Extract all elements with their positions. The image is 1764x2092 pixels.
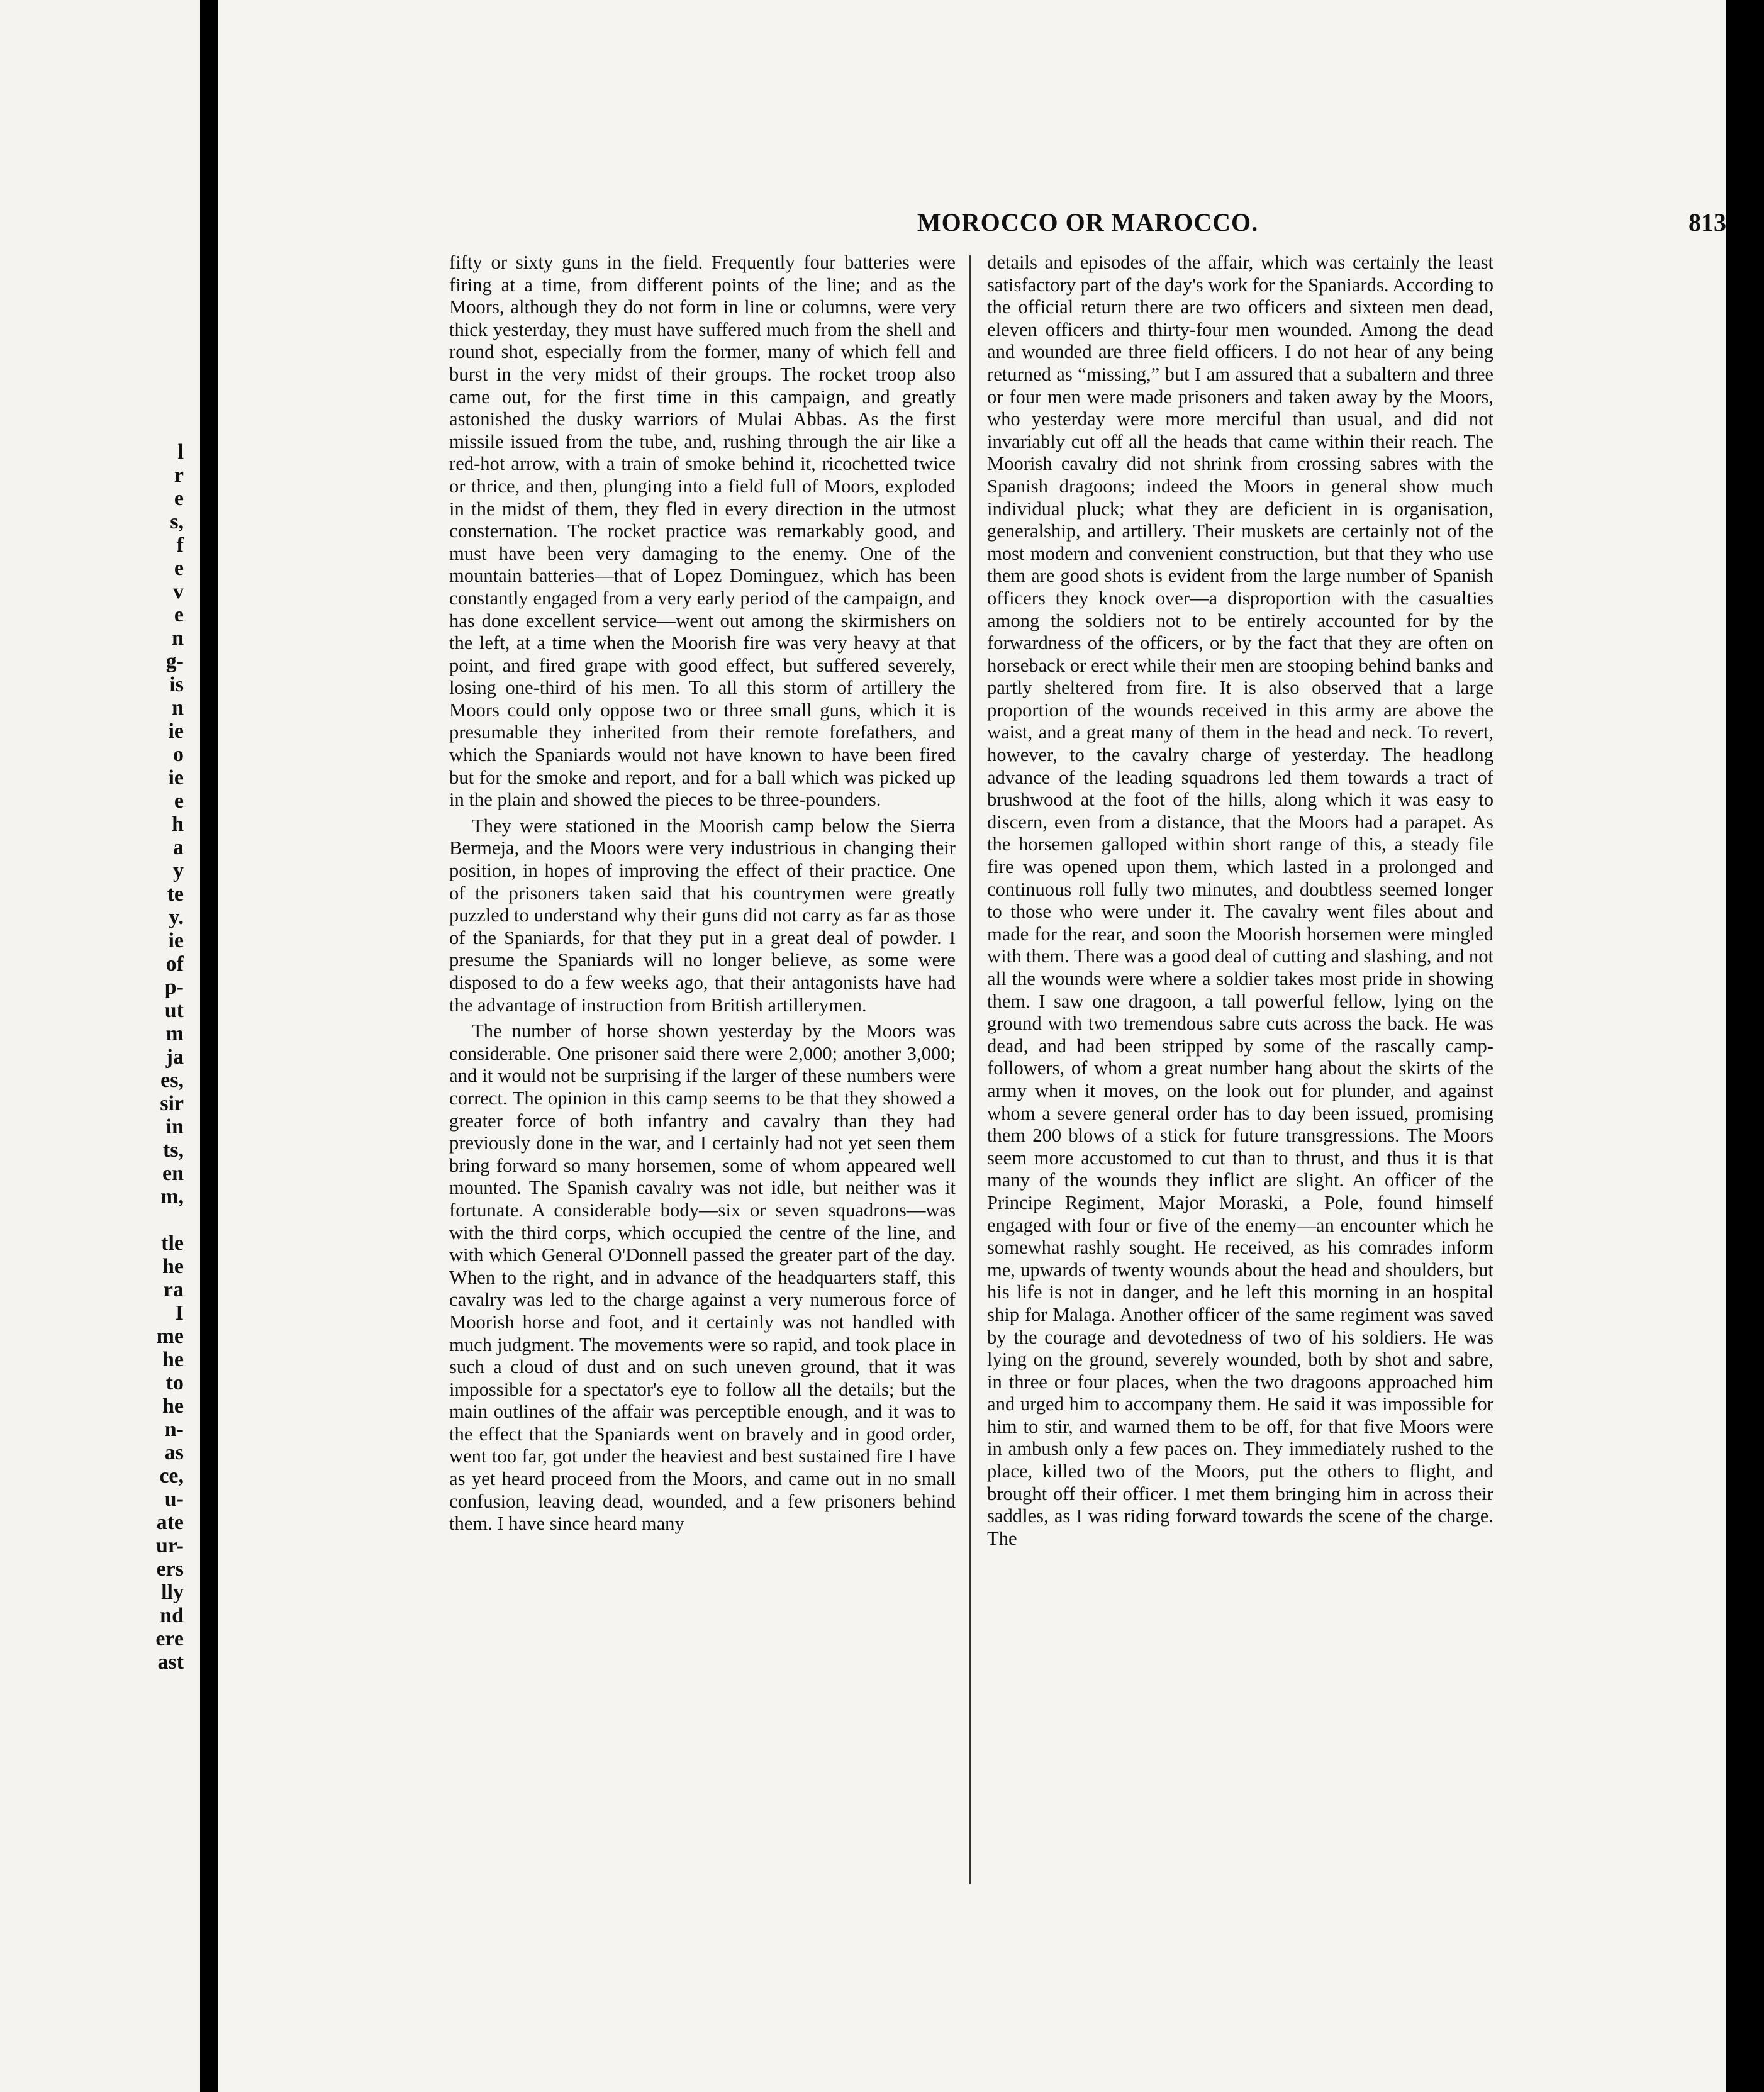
margin-fragment: te: [167, 882, 184, 906]
margin-fragment: e: [174, 487, 184, 510]
paragraph: details and episodes of the affair, which was certainly the least satisfactory part of the day's work for the Spaniards. According to the official return there are two officers and sixteen men dead, eleven officers and thirty-four men wounded. Among the dead and wounded are three field officers. I do not hear of any being returned as “missing,” but I am assured that a subaltern and three or four men were made prisoners and taken away by the Moors, who yesterday were more merciful than usual, and did not invariably cut off all the heads that came within their reach. The Moorish cavalry did not shrink from crossing sabres with the Spanish dragoons; indeed the Moors in general show much individual pluck; what they are deficient in is organisation, generalship, and artillery. Their muskets are certainly not of the most modern and convenient construction, but that they who use them are good shots is evident from the large number of Spanish officers they knock over—a disproportion with the casualties among the soldiers not to be entirely accounted for by the forwardness of the officers, or by the fact that they are often on horseback or erect while their men are stooping behind banks and partly sheltered from fire. It is also observed that a large proportion of the wounds received in this army are above the waist, and a great many of them in the head and neck. To revert, however, to the cavalry charge of yesterday. The headlong advance of the leading squadrons led them towards a tract of brushwood at the foot of the hills, along which it was easy to discern, even from a distance, that the Moors had a parapet. As the horsemen galloped within short range of this, a steady file fire was opened upon them, which lasted in a prolonged and continuous roll fully two minutes, and doubtless seemed longer to those who were under it. The cavalry went files about and made for the rear, and soon the Moorish horsemen were mingled with them. There was a good deal of cutting and slashing, and not all the wounds were where a soldier takes most pride in showing them. I saw one dragoon, a tall powerful fellow, lying on the ground with two tremendous sabre cuts across the back. He was dead, and had been stripped by some of the rascally camp-followers, of whom a great number hang about the skirts of the army when it moves, on the look out for plunder, and against whom a severe general order has to day been issued, promising them 200 blows of a stick for future transgressions. The Moors seem more accustomed to cut than to thrust, and thus it is that many of the wounds they inflict are slight. An officer of the Principe Regiment, Major Moraski, a Pole, found himself engaged with four or five of the enemy—an encounter which he somewhat rashly sought. He received, as his comrades inform me, upwards of twenty wounds about the head and shoulders, but his life is not in danger, and he left this morning in an hospital ship for Malaga. Another officer of the same regiment was saved by the courage and devotedness of two of his soldiers. He was lying on the ground, severely wounded, both by shot and sabre, in three or four places, when the two dragoons approached him and urged him to accompany them. He said it was impossible for him to stir, and warned them to be off, for that five Moors were in ambush only a few paces on. They immediately rushed to the place, killed two of the Moors, put the others to flight, and brought off their officer. I met them bringing him in across their saddles, as I was riding forward towards the scene of the charge. The: [987, 252, 1493, 1549]
margin-fragment: ere: [155, 1627, 184, 1650]
margin-fragment: in: [165, 1115, 184, 1138]
margin-fragment: m: [165, 1022, 184, 1045]
margin-fragment: I: [175, 1301, 184, 1325]
page-title: MOROCCO OR MAROCCO.: [917, 208, 1259, 236]
margin-fragment: e: [174, 789, 184, 813]
margin-fragment: me: [156, 1325, 184, 1348]
margin-fragment: n: [172, 696, 184, 720]
margin-fragment: es,: [160, 1069, 184, 1092]
margin-fragment: ie: [168, 720, 184, 743]
margin-fragment: ers: [156, 1557, 184, 1581]
margin-fragment: sir: [160, 1092, 184, 1115]
margin-fragment: f: [176, 533, 184, 557]
margin-fragment: ate: [156, 1511, 184, 1534]
book-page: [218, 0, 1726, 2092]
margin-fragment: tle: [161, 1232, 184, 1255]
margin-fragment: n: [172, 626, 184, 650]
margin-fragment: p-: [164, 976, 184, 999]
margin-fragment: as: [164, 1441, 184, 1464]
margin-fragment: ie: [168, 766, 184, 789]
margin-fragment: h: [172, 813, 184, 836]
margin-fragment: he: [162, 1348, 184, 1371]
margin-fragment: en: [162, 1162, 184, 1185]
margin-fragment: y.: [169, 906, 184, 929]
margin-fragment: is: [169, 673, 184, 696]
book-gutter: [200, 0, 218, 2092]
scan-border: [1726, 0, 1764, 2092]
margin-fragment: ce,: [159, 1464, 184, 1488]
margin-fragment: m,: [160, 1185, 184, 1208]
facing-page-fragment: [0, 0, 200, 2092]
column-divider: [969, 255, 971, 1884]
margin-fragment: ja: [165, 1045, 184, 1069]
margin-fragment: y: [173, 859, 184, 882]
margin-fragment: he: [162, 1255, 184, 1278]
margin-fragment: ts,: [162, 1138, 184, 1162]
margin-fragment: he: [162, 1394, 184, 1418]
paragraph: fifty or sixty guns in the field. Frequently four batteries were firing at a time, from different points of the line; and as the Moors, although they do not form in line or columns, were very thick yesterday, they must have suffered much from the shell and round shot, especially from the former, many of which fell and burst in the very midst of their groups. The rocket troop also came out, for the first time in this campaign, and greatly astonished the dusky warriors of Mulai Abbas. As the first missile issued from the tube, and, rushing through the air like a red-hot arrow, with a train of smoke behind it, ricochetted twice or thrice, and then, plunging into a field full of Moors, exploded in the midst of them, they fled in every direction in the utmost consternation. The rocket practice was remarkably good, and must have been very damaging to the enemy. One of the mountain batteries—that of Lopez Dominguez, which has been constantly engaged from a very early period of the campaign, and has done excellent service—went out among the skirmishers on the left, at a time when the Moorish fire was very heavy at that point, and fired grape with good effect, but suffered severely, losing one-third of his men. To all this storm of artillery the Moors could only oppose two or three small guns, which it is presumable they inherited from their remote forefathers, and which the Spaniards would not have known to have been fired but for the smoke and report, and for a ball which was picked up in the plain and showed the pieces to be three-pounders.: [449, 252, 956, 811]
margin-fragment: e: [174, 603, 184, 626]
margin-fragment: [0, 1208, 189, 1232]
margin-fragment: l: [177, 440, 184, 464]
facing-page-margin-text: [0, 440, 189, 1674]
paragraph: The number of horse shown yesterday by the Moors was considerable. One prisoner said there were 2,000; another 3,000; and it would not be surprising if the larger of these numbers were correct. The opinion in this camp seems to be that they showed a greater force of both infantry and cavalry than they had previously done in the war, and I certainly had not yet seen them bring forward so many horsemen, some of whom appeared well mounted. The Spanish cavalry was not idle, but neither was it fortunate. A considerable body—six or seven squadrons—was with the third corps, which occupied the centre of the line, and with which General O'Donnell passed the greater part of the day. When to the right, and in advance of the headquarters staff, this cavalry was led to the charge against a very numerous force of Moorish horse and foot, and it certainly was not handled with much judgment. The movements were so rapid, and took place in such a cloud of dust and on such uneven ground, that it was impossible for a spectator's eye to follow all the details; but the main outlines of the affair was perceptible enough, and it was to the effect that the Spaniards went on bravely and in good order, went too far, got under the heaviest and best sustained fire I have as yet heard proceed from the Moors, and came out in no small confusion, leaving dead, wounded, and a few prisoners behind them. I have since heard many: [449, 1020, 956, 1535]
margin-fragment: v: [173, 580, 184, 603]
margin-fragment: u-: [164, 1488, 184, 1511]
margin-fragment: o: [173, 743, 184, 766]
margin-fragment: nd: [160, 1604, 184, 1627]
margin-fragment: of: [165, 952, 184, 976]
margin-fragment: n-: [164, 1418, 184, 1441]
text-column-left: [449, 252, 956, 1535]
margin-fragment: lly: [161, 1581, 184, 1604]
margin-fragment: a: [173, 836, 184, 859]
page-number: 813: [1689, 208, 1726, 236]
margin-fragment: to: [165, 1371, 184, 1394]
paragraph: They were stationed in the Moorish camp below the Sierra Bermeja, and the Moors were very industrious in changing their position, in hopes of improving the effect of their practice. One of the prisoners taken said that his countrymen were greatly puzzled to understand why their guns did not carry as far as those of the Spaniards, for that they put in a great deal of powder. I presume the Spaniards will no longer believe, as some were disposed to do a few weeks ago, that their antagonists have had the advantage of instruction from British artillerymen.: [449, 815, 956, 1016]
margin-fragment: r: [174, 464, 184, 487]
margin-fragment: ra: [163, 1278, 184, 1301]
page-content: [449, 208, 1726, 1969]
margin-fragment: ut: [164, 999, 184, 1022]
margin-fragment: ur-: [155, 1534, 184, 1557]
running-head: [449, 208, 1726, 245]
margin-fragment: ie: [168, 929, 184, 952]
margin-fragment: ast: [157, 1650, 184, 1674]
margin-fragment: g-: [165, 650, 184, 673]
margin-fragment: e: [174, 557, 184, 580]
text-column-right: [987, 252, 1493, 1550]
margin-fragment: s,: [170, 510, 184, 533]
